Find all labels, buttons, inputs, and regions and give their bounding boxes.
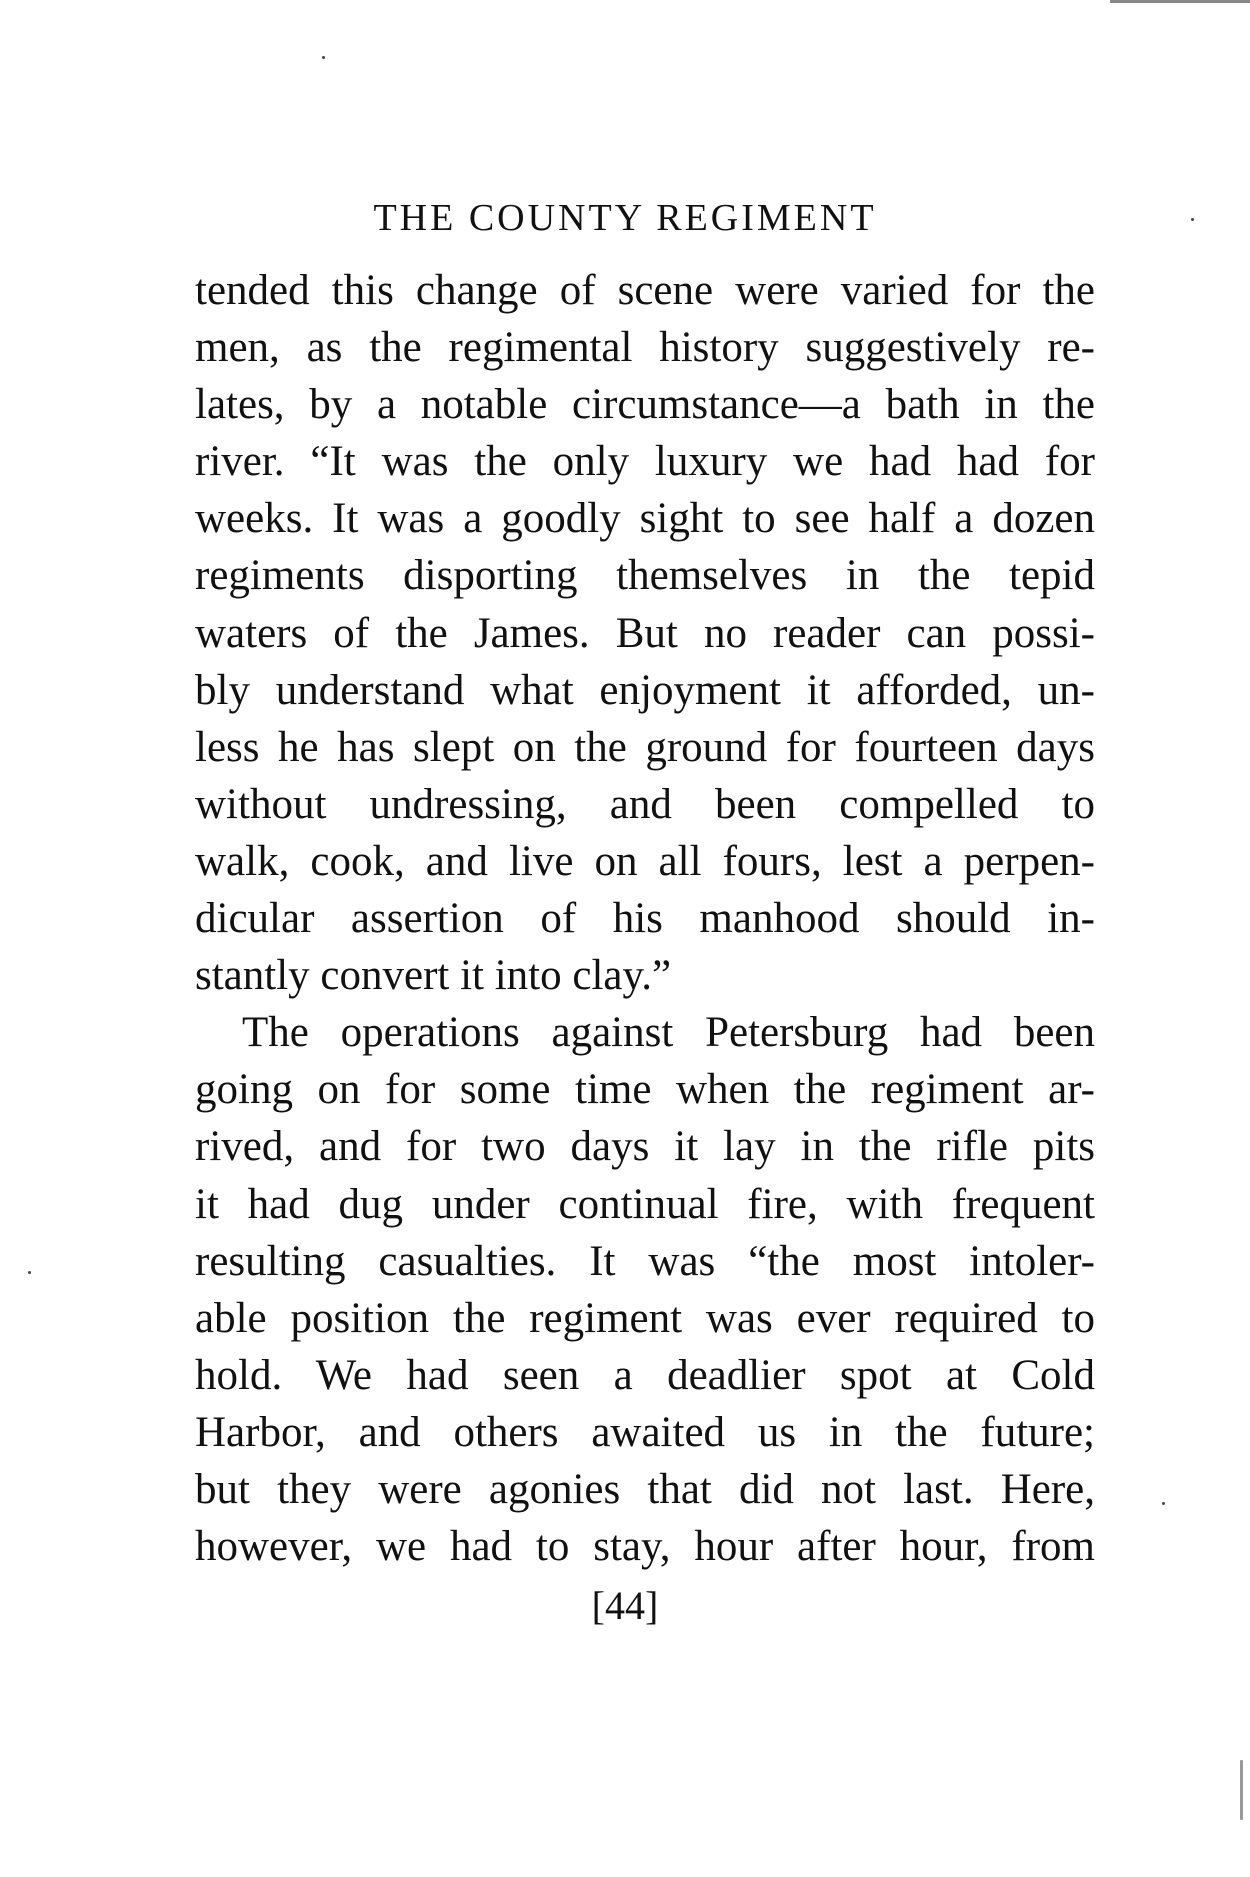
text-line: men, as the regimental history suggestively re- [195,324,1095,372]
text-line: bly understand what enjoyment it afforded, un- [195,666,1095,714]
text-line: The operations against Petersburg had been [242,1009,1095,1057]
text-line: resulting casualties. It was “the most intoler- [195,1237,1095,1285]
text-line: walk, cook, and live on all fours, lest a perpen- [195,837,1095,885]
speck [1162,1502,1165,1505]
text-line: without undressing, and been compelled to [195,780,1095,828]
text-line: Harbor, and others awaited us in the future; [195,1408,1095,1456]
speck [28,1271,31,1274]
text-line: however, we had to stay, hour after hour, from [195,1523,1095,1571]
text-line: rived, and for two days it lay in the rifle pits [195,1123,1095,1171]
text-line: it had dug under continual fire, with frequent [195,1180,1095,1228]
speck [1240,1760,1243,1820]
text-line: dicular assertion of his manhood should in- [195,895,1095,943]
text-line: able position the regiment was ever required to [195,1294,1095,1342]
text-line: going on for some time when the regiment ar- [195,1066,1095,1114]
text-line: river. “It was the only luxury we had had for [195,438,1095,486]
text-line: weeks. It was a goodly sight to see half a dozen [195,495,1095,543]
text-line: stantly convert it into clay.” [195,952,672,1000]
page-number: [44] [591,1583,659,1628]
top-edge-mark [1110,0,1250,3]
body-text [195,262,1095,1575]
text-line: tended this change of scene were varied for the [195,267,1095,314]
text-line: but they were agonies that did not last. Here, [195,1465,1095,1513]
speck [322,56,325,59]
text-line: regiments disporting themselves in the tepid [195,552,1095,600]
paragraph [195,1004,1095,1575]
running-head: THE COUNTY REGIMENT [373,197,877,239]
text-line: hold. We had seen a deadlier spot at Cold [195,1351,1095,1399]
paragraph [195,262,1095,1004]
text-line: waters of the James. But no reader can possi- [195,609,1095,657]
text-line: lates, by a notable circumstance—a bath in the [195,381,1095,429]
text-line: less he has slept on the ground for fourteen days [195,723,1095,771]
